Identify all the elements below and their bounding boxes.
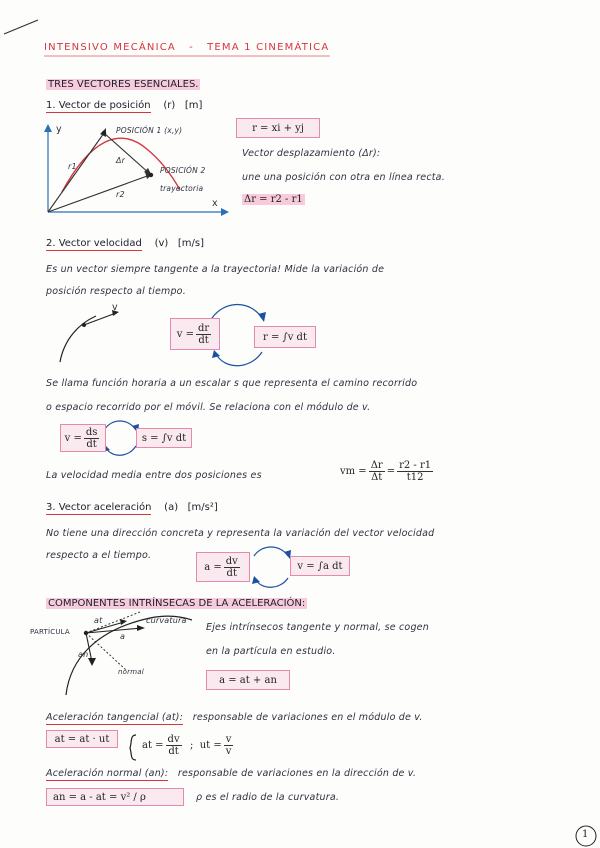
label-dr: Δr: [116, 156, 126, 165]
label-r1: r1: [68, 162, 77, 171]
intrinsic-formula-box: a = at + an: [206, 670, 290, 690]
tang-line: Aceleración tangencial (at): responsable de variaciones en el módulo de v.: [46, 712, 423, 723]
speed-line2: o espacio recorrido por el móvil. Se relaciona con el módulo de v.: [46, 402, 371, 413]
axis-y: y: [56, 124, 62, 135]
label-a: a: [120, 632, 126, 641]
s-derivative-box: v = $\frac{ds}{dt}$: [60, 424, 106, 452]
r-integral-box: r = ∫v dt: [254, 326, 316, 348]
norm-line: Aceleración normal (an): responsable de variaciones en la dirección de v.: [46, 768, 417, 779]
label-r2: r2: [116, 190, 125, 199]
mean-text: La velocidad media entre dos posiciones es: [46, 470, 262, 481]
norm-formula-box: an = a - at = v² / ρ: [46, 788, 184, 806]
axis-x: x: [212, 198, 218, 209]
v-derivative-box: v = $\frac{dr}{dt}$: [170, 318, 220, 350]
s-integral-box: s = ∫v dt: [136, 428, 192, 448]
label-an: an: [78, 650, 89, 659]
page-number: 1: [582, 829, 589, 840]
velocity-heading: 2. Vector velocidad (v) [m/s]: [46, 238, 204, 249]
brace: [130, 735, 136, 760]
label-at: at: [94, 616, 103, 625]
section2-title: COMPONENTES INTRÍNSECAS DE LA ACELERACIÓN:: [48, 598, 306, 609]
label-pos2b: trayectoria: [160, 184, 204, 193]
mean-formula: vm = $\frac{\Delta r}{\Delta t}$ = $\frac{r2 - r1}{t12}$: [340, 460, 432, 483]
disp-desc: une una posición con otra en línea recta.: [242, 172, 445, 183]
header-dash: -: [189, 42, 194, 53]
v-integral-box: v = ∫a dt: [290, 556, 350, 576]
header-title-b: TEMA 1 CINEMÁTICA: [207, 42, 330, 53]
v-label: v: [112, 302, 118, 313]
tang-formula1-box: at = at · ut: [46, 730, 118, 748]
velocity-line2: posición respecto al tiempo.: [46, 286, 186, 297]
header: [44, 42, 329, 53]
corner-stroke: [4, 20, 38, 34]
intrinsic-line2: en la partícula en estudio.: [206, 646, 336, 657]
position-heading: 1. Vector de posición (r) [m]: [46, 100, 203, 111]
label-particle: PARTÍCULA: [30, 628, 70, 636]
tang-formula2: at = $\frac{dv}{dt}$ ; ut = $\frac{v}{v}$: [142, 734, 232, 757]
label-normal: normal: [118, 668, 144, 676]
intrinsic-line1: Ejes intrínsecos tangente y normal, se cogen: [206, 622, 429, 633]
norm-rho: ρ es el radio de la curvatura.: [196, 792, 340, 803]
accel-heading: 3. Vector aceleración (a) [m/s²]: [46, 502, 218, 513]
position-formula-box: r = xi + yj: [236, 118, 320, 138]
label-pos1: POSICIÓN 1 (x,y): [116, 126, 183, 135]
disp-title: Vector desplazamiento (Δr):: [242, 148, 381, 159]
section1-title: TRES VECTORES ESENCIALES.: [48, 79, 199, 90]
a-derivative-box: a = $\frac{dv}{dt}$: [196, 552, 250, 582]
speed-line1: Se llama función horaria a un escalar s que representa el camino recorrido: [46, 378, 418, 389]
header-title-a: INTENSIVO MECÁNICA: [44, 42, 176, 53]
accel-line1: No tiene una dirección concreta y representa la variación del vector velocidad: [46, 528, 435, 539]
label-pos2a: POSICIÓN 2: [160, 166, 206, 175]
disp-formula: Δr = r2 - r1: [244, 194, 303, 205]
label-curv: curvatura: [146, 616, 187, 625]
accel-line2: respecto a el tiempo.: [46, 550, 152, 561]
velocity-line1: Es un vector siempre tangente a la trayectoria! Mide la variación de: [46, 264, 385, 275]
